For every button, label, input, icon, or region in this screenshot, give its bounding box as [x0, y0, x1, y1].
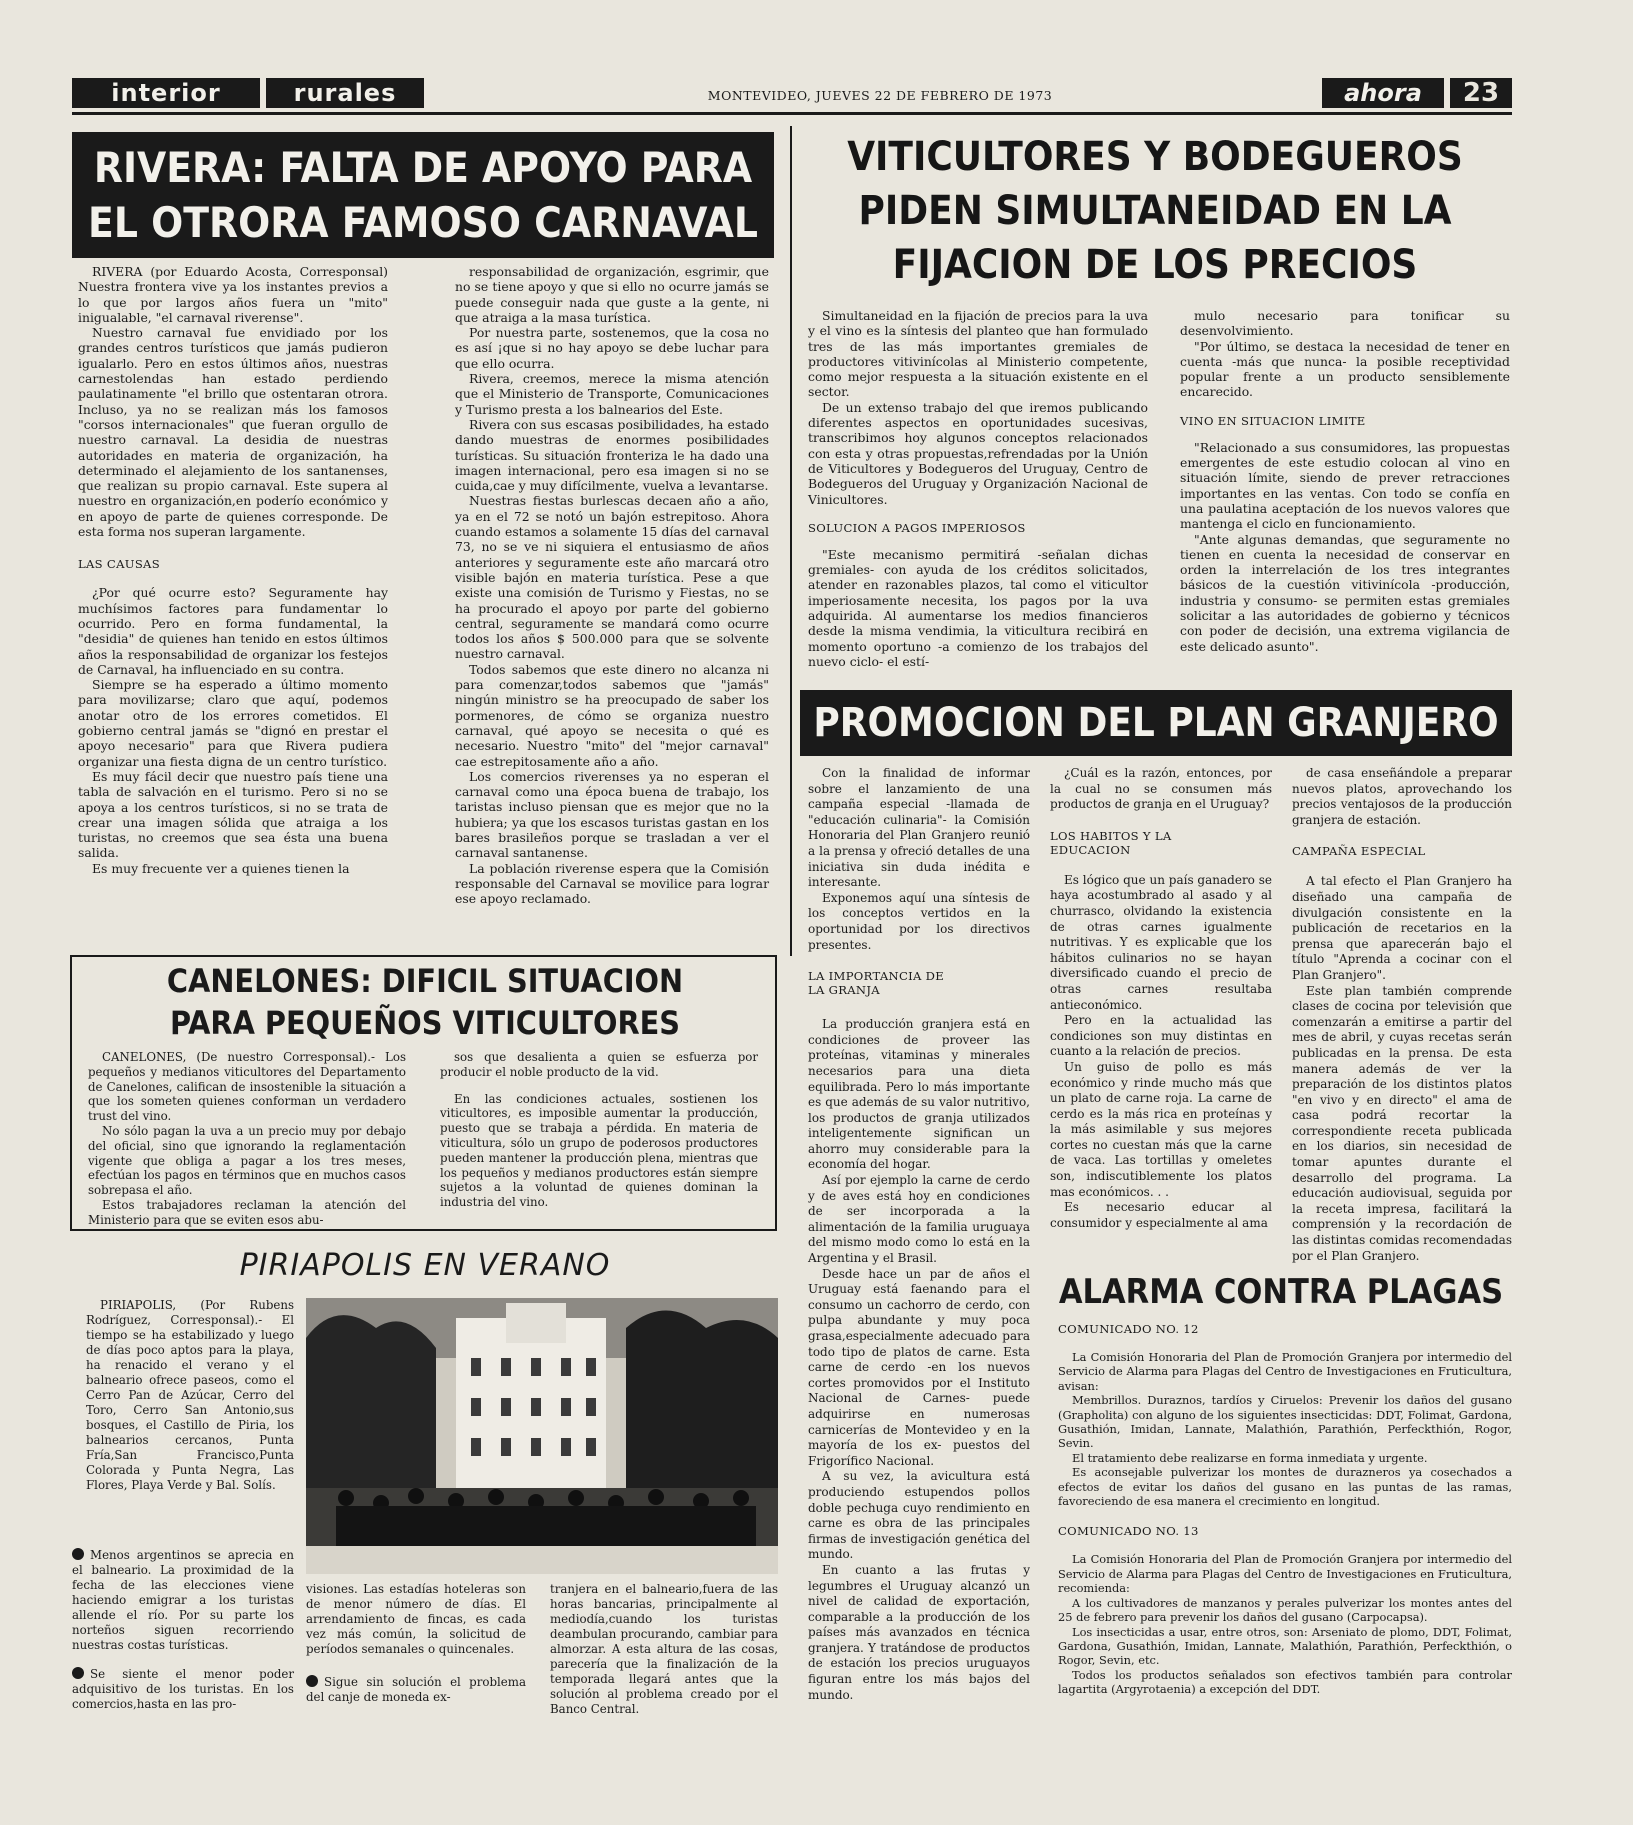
- rivera-paragraph: Nuestras fiestas burlescas decaen año a año, ya en el 72 se notó un bajón estrepitoso. Ahora cuando estamos a solamente 15 días del carnaval 73, no se ve ni siquiera el entusiasmo de años anteriores y seguramente este año marcará otro visible bajón en materia turística. Pese a que existe una comisión de Turismo y Fiestas, no se ha procurado el apoyo por parte del gobierno central, seguramente se mandará como ocurre todos los años $ 500.000 para que se solvente nuestro carnaval.: [455, 493, 769, 662]
- bullet-icon: [72, 1548, 84, 1560]
- alarma-paragraph: La Comisión Honoraria del Plan de Promoción Granjera por intermedio del Servicio de Alarma para Plagas del Centro de Investigaciones en Fruticultura, avisan:: [1058, 1350, 1512, 1393]
- piriapolis-bullet-1-text: Menos argentinos se aprecia en el balneario. La proximidad de la fecha de las elecciones viene haciendo emigrar a los turistas allende el río. Por su parte los norteños siguen recorriendo nuestras costas turísticas.: [72, 1548, 294, 1652]
- comunicado-13-title: COMUNICADO NO. 13: [1058, 1524, 1199, 1539]
- rivera-paragraph: ¿Por qué ocurre esto? Seguramente hay muchísimos factores para fundamentar lo ocurrido. Pero en forma fundamental, la "desidia" de quienes han tenido en estos últimos años la responsabilidad de organizar los festejos de Carnaval, ha influenciado en su contra.: [78, 585, 388, 677]
- granjero-paragraph: Este plan también comprende clases de cocina por televisión que comenzarán a emitirse a partir del mes de abril, y cuyas recetas serán publicadas en la prensa. De esta manera además de ver la preparación de los distintos platos "en vivo y en directo" el ama de casa podrá recortar la correspondiente receta publicada en los diarios, sin necesidad de tomar apuntes durante el desarrollo del programa. La educación audiovisual, seguida por la receta impresa, facilitará la comprensión y la recordación de las distintas comidas recomendadas por el Plan Granjero.: [1292, 983, 1512, 1263]
- piriapolis-bullet-2: [72, 1667, 294, 1712]
- viticultores-col2: [1180, 308, 1510, 654]
- beach-photo: [306, 1298, 778, 1574]
- rivera-headline: [72, 132, 774, 258]
- viticultores-paragraph: "Por último, se destaca la necesidad de tener en cuenta -más que nunca- la posible receptividad popular frente a un producto sensiblemente encarecido.: [1180, 338, 1510, 400]
- granjero-paragraph: Así por ejemplo la carne de cerdo y de aves está hoy en condiciones de ser incorporada a la alimentación de la familia uruguaya del mismo modo como lo está en la Argentina y el Brasil.: [808, 1173, 1030, 1266]
- rivera-paragraph: responsabilidad de organización, esgrimir, que no se tiene apoyo y que si ello no ocurre jamás se puede conseguir nada que guste a la gente, ni que atraiga a la masa turística.: [455, 264, 769, 325]
- granjero-subhead-habitos: [1050, 829, 1272, 857]
- granjero-col3: [1292, 766, 1512, 1264]
- granjero-headline: PROMOCION DEL PLAN GRANJERO: [800, 690, 1512, 756]
- granjero-paragraph: de casa enseñándole a preparar nuevos platos, aprovechando los precios ventajosos de la producción granjera de estación.: [1292, 766, 1512, 827]
- granjero-paragraph: A tal efecto el Plan Granjero ha diseñado una campaña de divulgación consistente en la publicación de recetarios en la prensa que aparecerán bajo el título "Aprenda a cocinar con el Plan Granjero".: [1292, 874, 1512, 982]
- piriapolis-headline: PIRIAPOLIS EN VERANO: [239, 1248, 611, 1283]
- comunicado-12-title: COMUNICADO NO. 12: [1058, 1322, 1199, 1336]
- granjero-paragraph: Con la finalidad de informar sobre el lanzamiento de una campaña especial -llamada de "educación culinaria"- la Comisión Honoraria del Plan Granjero reunió a la prensa y ofreció detalles de una iniciativa sin duda inédita e interesante.: [808, 766, 1030, 890]
- rivera-paragraph: Rivera, creemos, merece la misma atención que el Ministerio de Transporte, Comunicaciones y Turismo presta a los balnearios del Este.: [455, 371, 769, 417]
- piriapolis-bullet-3: [306, 1675, 526, 1705]
- piriapolis-paragraph: visiones. Las estadías hoteleras son de menor número de días. El arrendamiento de fincas, es cada vez más común, la solicitud de períodos semanales o quincenales.: [306, 1582, 526, 1656]
- granjero-paragraph: A su vez, la avicultura está produciendo estupendos pollos doble pechuga cuyo rendimiento en carne es obra de las principales firmas de investigación genética del mundo.: [808, 1469, 1030, 1562]
- granjero-paragraph: Exponemos aquí una síntesis de los conceptos vertidos en la oportunidad por los directivos presentes.: [808, 890, 1030, 952]
- viticultores-subhead-vino: VINO EN SITUACION LIMITE: [1180, 413, 1366, 428]
- canelones-headline-line2: PARA PEQUEÑOS VITICULTORES: [169, 1004, 681, 1042]
- viticultores-headline: [800, 130, 1510, 292]
- granjero-paragraph: Un guiso de pollo es más económico y rinde mucho más que un plato de carne roja. La carne de cerdo es la más rica en proteínas y la más asimilable y sus mejores cortes no cuestan más que la carne de vaca. Las tortillas y omeletes son, indiscutiblemente los platos mas económicos. . .: [1050, 1059, 1272, 1199]
- alarma-paragraph: El tratamiento debe realizarse en forma inmediata y urgente.: [1072, 1450, 1428, 1465]
- piriapolis-paragraph: PIRIAPOLIS, (Por Rubens Rodríguez, Corresponsal).- El tiempo se ha estabilizado y luego de días poco aptos para la playa, ha renacido el verano y el balneario ofrece paseos, como el Cerro Pan de Azúcar, Cerro del Toro, Cerro San Antonio,sus bosques, el Castillo de Piria, los balnearios cercanos, Punta Fría,San Francisco,Punta Colorada y Punta Negra, Las Flores, Playa Verde y Bal. Solís.: [86, 1298, 294, 1492]
- section-tab-rurales: rurales: [266, 78, 424, 108]
- piriapolis-paragraph: tranjera en el balneario,fuera de las horas bancarias, principalmente al mediodía,cuando los turistas deambulan procurando, cambiar para almorzar. A esta altura de las cosas, parecería que la finalización de la temporada llegará antes que la solución al problema creado por el Banco Central.: [550, 1582, 778, 1716]
- viticultores-headline-line2: PIDEN SIMULTANEIDAD EN LA: [858, 188, 1452, 234]
- rivera-col1: [78, 264, 388, 876]
- piriapolis-bullet-1: [72, 1548, 294, 1653]
- rivera-paragraph: Nuestro carnaval fue envidiado por los grandes centros turísticos que jamás pudieron igualarlo. Pero en estos últimos años, nuestras carnestolendas han estado perdiendo paulatinamente "el brillo que ostentaran otrora. Incluso, ya no se realizan más los famosos "corsos internacionales" que fueran orgullo de nuestro carnaval. La desidia de nuestras autoridades en materia de organización, ha determinado el alejamiento de los santanenses, que realizan su propio carnaval. Este supera al nuestro en organización,en poderío económico y en apoyo de parte de quienes corresponde. De esta forma nos superan largamente.: [78, 325, 388, 540]
- rivera-paragraph: La población riverense espera que la Comisión responsable del Carnaval se movilice para lograr ese apoyo reclamado.: [455, 860, 769, 907]
- rivera-headline-line1: RIVERA: FALTA DE APOYO PARA: [93, 143, 753, 192]
- canelones-paragraph: sos que desalienta a quien se esfuerza por producir el noble producto de la vid.: [440, 1050, 758, 1079]
- rivera-paragraph: Los comercios riverenses ya no esperan el carnaval como una época buena de trabajo, los taristas incluso piensan que es mejor que no la hubiera; ya que los escasos turistas gastan en los bares brasileños porque se trasladan a ver el carnaval santanense.: [455, 768, 769, 861]
- dateline: MONTEVIDEO, JUEVES 22 DE FEBRERO DE 1973: [707, 88, 1053, 103]
- piriapolis-bullet-2-text: Se siente el menor poder adquisitivo de los turistas. En los comercios,hasta en las pro-: [72, 1667, 294, 1711]
- granjero-col2: [1050, 766, 1272, 1231]
- rivera-paragraph: Es muy fácil decir que nuestro país tiene una tabla de salvación en el turismo. Pero si no se apoya a los centros turísticos, si no se trata de crear una imagen sólida que atraiga a los turistas, no creemos que sea ésta una buena salida.: [78, 768, 388, 861]
- piriapolis-lead: [86, 1298, 294, 1493]
- rivera-paragraph: Rivera con sus escasas posibilidades, ha estado dando muestras de enormes posibilidades turísticas. Su situación fronteriza le ha dado una imagen internacional, pero esa imagen si no se cuida,cae y muy difícilmente, vuelva a levantarse.: [455, 416, 769, 494]
- viticultores-paragraph: "Este mecanismo permitirá -señalan dichas gremiales- con ayuda de los créditos solicitados, atender en razonables plazos, tal como el viticultor imperiosamente necesita, los pagos por la uva adquirida. Al aumentarse los medios financieros desde la misma vendimia, la viticultura recibirá en momento oportuno -a comienzo de los trabajos del nuevo ciclo- el estí-: [808, 546, 1148, 669]
- rivera-paragraph: Todos sabemos que este dinero no alcanza ni para comenzar,todos sabemos que "jamás" ningún ministro se ha preocupado de saber los pormenores, de cómo se organiza nuestro carnaval, qué apoyo se necesita o qué es necesario. Nuestro "mito" del "mejor carnaval" cae estrepitosamente año a año.: [455, 661, 769, 769]
- canelones-paragraph: Estos trabajadores reclaman la atención del Ministerio para que se eviten esos abu-: [88, 1197, 406, 1227]
- rivera-col2: [455, 264, 769, 906]
- rivera-paragraph: RIVERA (por Eduardo Acosta, Corresponsal) Nuestra frontera vive ya los instantes previos a lo que por largos años fuera un "mito" inigualable, "el carnaval riverense".: [78, 264, 388, 325]
- alarma-paragraph: Es aconsejable pulverizar los montes de durazneros ya cosechados a efectos de evitar los daños del gusano en las puntas de las ramas, favoreciendo de esa manera el crecimiento en longitud.: [1058, 1465, 1512, 1509]
- granjero-subhead-habitos-line2: EDUCACION: [1050, 842, 1131, 857]
- viticultores-col1: [808, 308, 1148, 669]
- rivera-paragraph: Es muy frecuente ver a quienes tienen la: [92, 860, 350, 876]
- piriapolis-col3: [550, 1582, 778, 1717]
- granjero-paragraph: Es lógico que un país ganadero se haya acostumbrado al asado y al churrasco, olvidando la existencia de otras carnes igualmente nutritivas. Y es explicable que los hábitos culinarios no se hayan diversificado cuando el precio de otras carnes resultaba antieconómico.: [1050, 872, 1272, 1012]
- bullet-icon: [72, 1667, 84, 1679]
- alarma-paragraph: Los insecticidas a usar, entre otros, son: Arseniato de plomo, DDT, Folimat, Gardona, Gusathión, Imidan, Lannate, Malathión, Parathión, Perfeckthión, o Rogor, Sevin, etc.: [1058, 1624, 1512, 1668]
- canelones-col1: [88, 1050, 406, 1228]
- viticultores-paragraph: De un extenso trabajo del que iremos publicando diferentes aspectos en oportunidades sucesivas, transcribimos hoy algunos conceptos relacionados con esta y otras propuestas,refrendadas por la Unión de Viticultores y Bodegueros del Uruguay, Centro de Bodegueros del Uruguay y Organización Nacional de Vinicultores.: [808, 399, 1148, 507]
- rivera-headline-line2: EL OTRORA FAMOSO CARNAVAL: [88, 198, 758, 247]
- viticultores-paragraph: "Relacionado a sus consumidores, las propuestas emergentes de este estudio colocan al vino en situación límite, siendo de prever retracciones importantes en las ventas. Con todo se confía en una paulatina aceptación de los nuevos valores que mantenga el ciclo en funcionamiento.: [1180, 439, 1510, 532]
- viticultores-paragraph: "Ante algunas demandas, que seguramente no tienen en cuenta la necesidad de conservar en orden la interrelación de los tres integrantes básicos de la cuestión vitivinícola -producción, industria y consumo- se permiten estas gremiales solicitar a las autoridades de gobierno y técnicos con poder de decisión, una extrema vigilancia de este delicado asunto".: [1180, 531, 1510, 654]
- viticultores-paragraph: mulo necesario para tonificar su desenvolvimiento.: [1180, 308, 1510, 339]
- page-number: 23: [1450, 78, 1512, 108]
- canelones-paragraph: No sólo pagan la uva a un precio muy por debajo del oficial, sino que ignorando la reglamentación vigente que obliga a pagar a los tres meses, efectúan los pagos en términos que en muchos casos sobrepasa el año.: [88, 1123, 406, 1198]
- canelones-paragraph: En las condiciones actuales, sostienen los viticultores, es imposible aumentar la producción, puesto que se trabaja a pérdida. En materia de viticultura, sólo un grupo de poderosos productores pueden mantener la producción plena, mientras que los pequeños y medianos productores están siempre sujetos a la voluntad de quienes dominan la industria del vino.: [440, 1091, 758, 1210]
- alarma-body: [1058, 1322, 1512, 1697]
- viticultores-headline-line1: VITICULTORES Y BODEGUEROS: [847, 134, 1463, 180]
- canelones-headline-line1: CANELONES: DIFICIL SITUACION: [166, 962, 684, 1000]
- alarma-headline: ALARMA CONTRA PLAGAS: [1058, 1272, 1504, 1312]
- rivera-subhead-causas: LAS CAUSAS: [78, 557, 160, 572]
- paper-name: ahora: [1322, 78, 1444, 108]
- granjero-subhead-campana: CAMPAÑA ESPECIAL: [1292, 844, 1426, 859]
- beach-photo-illustration: [306, 1298, 778, 1574]
- piriapolis-col2: [306, 1582, 526, 1705]
- granjero-subhead-importancia-line1: LA IMPORTANCIA DE: [808, 969, 945, 984]
- canelones-paragraph: CANELONES, (De nuestro Corresponsal).- Los pequeños y medianos viticultores del Departamento de Canelones, califican de insostenible la situación a que los someten quienes conforman un verdadero trust del vino.: [88, 1050, 406, 1124]
- granjero-paragraph: La producción granjera está en condiciones de proveer las proteínas, vitaminas y minerales necesarios para una dieta equilibrada. Pero lo más importante es que además de su valor nutritivo, los productos de granja utilizados inteligentemente significan un ahorro muy considerable para la economía del hogar.: [808, 1017, 1030, 1172]
- alarma-paragraph: A los cultivadores de manzanos y perales pulverizar los montes antes del 25 de febrero para prevenir los daños del gusano (Carpocapsa).: [1058, 1595, 1512, 1625]
- canelones-headline: [80, 960, 770, 1044]
- viticultores-headline-line3: FIJACION DE LOS PRECIOS: [892, 242, 1418, 288]
- viticultores-paragraph: Simultaneidad en la fijación de precios para la uva y el vino es la síntesis del planteo que han formulado tres de las más importantes gremiales de productores vitivinícolas al Ministerio competente, como mejor respuesta a la situación existente en el sector.: [808, 308, 1148, 400]
- bullet-icon: [306, 1675, 318, 1687]
- piriapolis-col1-bullets: [72, 1548, 294, 1712]
- alarma-paragraph: Membrillos. Duraznos, tardíos y Ciruelos: Prevenir los daños del gusano (Grapholita) con alguno de los siguientes insecticidas: DDT, Folimat, Gardona, Gusathión, Imidan, Lannate, Malathión, Parathión, Perfeckthión, Rogor, Sevin.: [1058, 1393, 1512, 1451]
- granjero-paragraph: Desde hace un par de años el Uruguay está faenando para el consumo un cachorro de cerdo, con pulpa abundante y muy poca grasa,especialmente adecuado para todo tipo de platos de carne. Esta carne de cerdo -en los nuevos cortes promovidos por el Instituto Nacional de Carnes- puede adquirirse en numerosas carnicerías de Montevideo y en la mayoría de los ex- puestos del Frigorífico Nacional.: [808, 1266, 1030, 1468]
- granjero-paragraph: Pero en la actualidad las condiciones son muy distintas en cuanto a la relación de precios.: [1050, 1013, 1272, 1059]
- granjero-subhead-habitos-line1: LOS HABITOS Y LA: [1050, 828, 1172, 843]
- masthead-rule: [72, 112, 1512, 115]
- viticultores-subhead-solucion: SOLUCION A PAGOS IMPERIOSOS: [808, 520, 1026, 535]
- rivera-paragraph: Por nuestra parte, sostenemos, que la cosa no es así ¡que si no hay apoyo se debe luchar para que ello ocurra.: [455, 325, 769, 371]
- rivera-paragraph: Siempre se ha esperado a último momento para movilizarse; claro que aquí, podemos anotar otro de los errores cometidos. El gobierno central jamás se "dignó en prestar el apoyo necesario" para que Rivera pudiera organizar una fiesta digna de un centro turístico.: [78, 677, 388, 769]
- alarma-paragraph: La Comisión Honoraria del Plan de Promoción Granjera por intermedio del Servicio de Alarma para Plagas del Centro de Investigaciones en Fruticultura, recomienda:: [1058, 1552, 1512, 1596]
- granjero-subhead-importancia-line2: LA GRANJA: [808, 983, 880, 998]
- alarma-paragraph: Todos los productos señalados son efectivos también para controlar lagartita (Argyrotaenia) a excepción del DDT.: [1058, 1667, 1512, 1697]
- granjero-paragraph: Es necesario educar al consumidor y especialmente al ama: [1050, 1200, 1272, 1230]
- section-tab-interior: interior: [72, 78, 260, 108]
- granjero-paragraph: ¿Cuál es la razón, entonces, por la cual no se consumen más productos de granja en el Uruguay?: [1050, 766, 1272, 812]
- granjero-subhead-importancia: [808, 969, 1030, 997]
- column-divider: [790, 126, 792, 956]
- piriapolis-bullet-3-text: Sigue sin solución el problema del canje de moneda ex-: [306, 1675, 526, 1704]
- granjero-col1: [808, 766, 1030, 1703]
- canelones-col2: [440, 1050, 758, 1210]
- granjero-paragraph: En cuanto a las frutas y legumbres el Uruguay alcanzó un nivel de calidad de exportación, comparable a la producción de los países más avanzados en técnica granjera. Y tratándose de productos de estación los precios uruguayos figuran entre los más bajos del mundo.: [808, 1562, 1030, 1702]
